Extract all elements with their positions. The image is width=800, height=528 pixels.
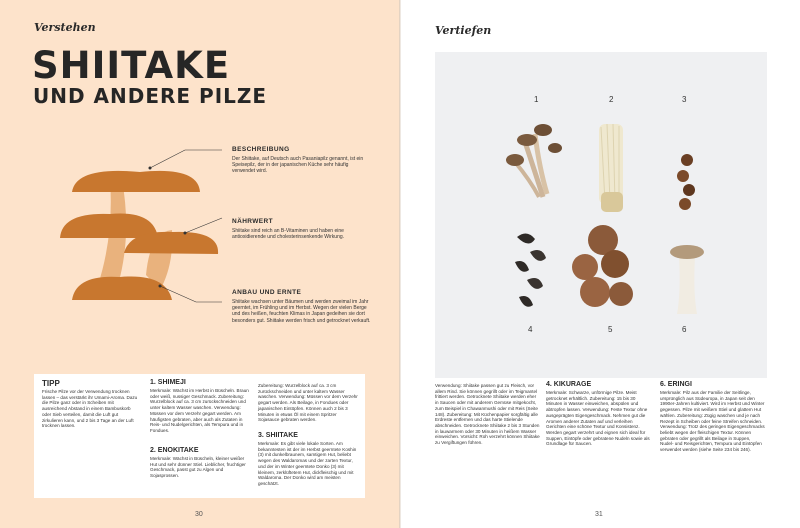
- photo-label-4: 4: [528, 325, 533, 334]
- shimeji-bunch: [506, 124, 562, 197]
- dried-shiitake: [677, 154, 695, 210]
- page-title: SHIITAKE: [32, 44, 231, 87]
- text-eringi: Merkmale: Pilz aus der Familie der Seitlinge, ursprünglich aus Südeuropa, in Japan seit den 1990er-Jahren kultiviert. Wird im Herbst und Winter gegessen. Pilze mit weißem Stiel und glattem Hut wählen. Zubereitung: Zügig waschen und je nach Rezept in Scheiben oder feine Streifen schneiden. Verwendung: Trotz des geringen Eigengeschmacks beliebt wegen der fleischigen Textur. Können gebraten oder gegrillt als Beilage in Suppen, Nudel- und Reisgerichten, Tempura und Eintöpfen verwendet werden (siehe Seite 234 bis 246).: [660, 390, 765, 453]
- mushroom-photo-shapes: [435, 52, 767, 378]
- page-number-left: 30: [195, 511, 203, 518]
- heading-eringi: 6. ERINGI: [660, 381, 692, 388]
- feature-text-beschreibung: Der Shiitake, auf Deutsch auch Pasaniapilz genannt, ist ein Speisepilz, der in der japanischen Küche sehr häufig verwendet wird.: [232, 156, 364, 175]
- feature-title-beschreibung: BESCHREIBUNG: [232, 146, 290, 153]
- section-tag-verstehen: Verstehen: [34, 21, 96, 34]
- text-kikurage: Merkmale: Schwarze, unförmige Pilze. Meist getrocknet erhältlich. Zubereitung: 15 bis 30 Minuten in Wasser einweichen, abspülen und abtropfen lassen. Verwendung: Feste Textur ohne ausgeprägten Eigengeschmack. Nehmen gut die Aromen anderer Zutaten auf und verleihen Gerichten eine schöne Textur und Konsistenz. Werden gegart verzehrt und eignen sich ideal für Suppen, Eintöpfe oder gebratene Nudeln sowie als Grundlage für Saucen.: [546, 390, 650, 447]
- page-subtitle: UND ANDERE PILZE: [33, 84, 268, 108]
- heading-shiitake: 3. SHIITAKE: [258, 432, 298, 439]
- enokitake-bunch: [599, 124, 623, 212]
- feature-text-naehrwert: Shiitake sind reich an B-Vitaminen und haben eine antioxidierende und cholesterinsenkende Wirkung.: [232, 228, 345, 241]
- heading-enokitake: 2. ENOKITAKE: [150, 447, 199, 454]
- heading-kikurage: 4. KIKURAGE: [546, 381, 592, 388]
- text-shimeji: Merkmale: Wächst im Herbst in Büscheln. Braun oder weiß, nussiger Geschmack. Zubereitung: Wurzelblock auf ca. 3 cm zurückschneiden und unter kaltem Wasser waschen. Verwendung: Müssen vor dem Verzehr gegart werden. Am häufigsten gebraten, aber auch als Zutaten in Reis- und Nudelgerichten, als Tempura und in Fondues.: [150, 388, 249, 433]
- text-shiitake: Merkmale: Es gibt viele lokale Sorten. Am bekanntesten ist der im Herbst geerntete Koshin (3) mit dunkelbraunem, samtigem Hut, beliebt wegen des Waldaromas und der zarten Textur, und der im Winter geerntete Donko (3) mit kleinem, zerklüftetem Hut, dickfleischig und mit Waldaroma. Der Donko wird am meisten geschätzt.: [258, 441, 357, 486]
- feature-title-naehrwert: NÄHRWERT: [232, 218, 273, 225]
- section-tag-vertiefen: Vertiefen: [435, 24, 492, 37]
- text-enokitake: Merkmale: Wächst in Büscheln, kleiner weißer Hut und sehr dünner Stiel. Lieblicher, fruchtiger Geschmack, passt gut zu Algen und Sojasprossen.: [150, 456, 246, 479]
- photo-label-1: 1: [534, 95, 539, 104]
- eringi: [670, 245, 704, 314]
- photo-label-6: 6: [682, 325, 687, 334]
- photo-label-3: 3: [682, 95, 687, 104]
- fresh-shiitake: [572, 225, 633, 307]
- page-number-right: 31: [595, 511, 603, 518]
- photo-label-2: 2: [609, 95, 614, 104]
- kikurage-pieces: [515, 233, 546, 306]
- tipp-text: Frische Pilze vor der Verwendung trocknen lassen – das verstärkt ihr Umami-Aroma. Dazu die Pilze ganz oder in Scheiben mit ausreichend Abstand in einem Bambuskorb oder Sieb verteilen, damit die Luft gut zirkulieren kann, und 2 bis 3 Tage an der Luft trocknen lassen.: [42, 389, 138, 429]
- feature-title-anbau: ANBAU UND ERNTE: [232, 289, 302, 296]
- tipp-title: TIPP: [42, 379, 60, 388]
- text-shiitake-continued: Verwendung: Shiitake passen gut zu Fleisch, vor allem Rind. Sie können gegrillt oder im Teigmantel frittiert werden. Getrocknete Shiitake werden eher in Saucen oder mit anderem Gemüse mitgekocht, zum Beispiel in Chawanmushi oder mit Reis (Seite 148). Zubereitung: Mit Küchenpapier sorgfältig alle Erdreste entfernen und das harte Stielende abschneiden. Getrocknete Shiitake 2 bis 3 Stunden in lauwarmem oder 30 Minuten in heißem Wasser einweichen. Vorsicht: Roh verzehrt können Shiitake zu Vergiftungen führen.: [435, 383, 540, 446]
- feature-text-anbau: Shiitake wachsen unter Bäumen und werden zweimal im Jahr geerntet, im Frühling und im Herbst. Wegen der vielen Berge und des heißen, feuchten Klimas in Japan gedeihen sie dort besonders gut. Shiitake werden frisch und getrocknet verkauft.: [232, 299, 371, 324]
- text-enokitake-continued: Zubereitung: Wurzelblock auf ca. 3 cm zurückschneiden und unter kaltem Wasser waschen. Verwendung: Müssen vor dem Verzehr gegart werden. Als Beilage, in Fondues oder japanischen Eintöpfen. Können auch 2 bis 3 Minuten in etwas Öl mit einem Spritzer Sojasauce gebraten werden.: [258, 383, 358, 423]
- photo-label-5: 5: [608, 325, 613, 334]
- heading-shimeji: 1. SHIMEJI: [150, 379, 186, 386]
